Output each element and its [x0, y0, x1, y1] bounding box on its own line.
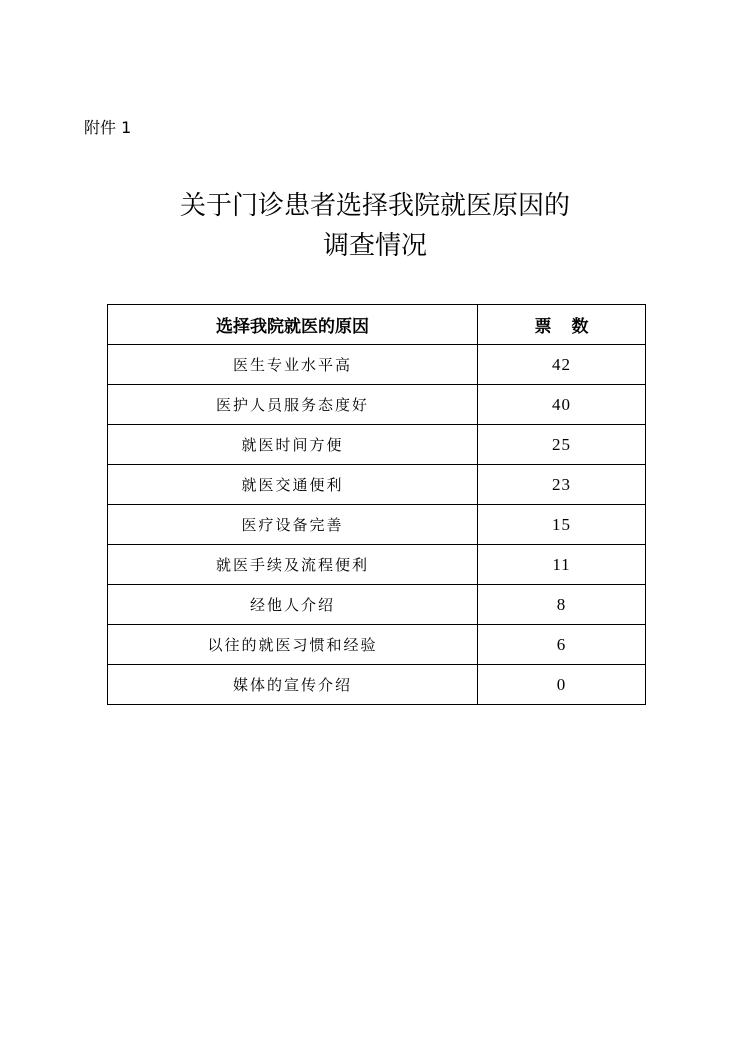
reason-cell: 媒体的宣传介绍 — [108, 665, 478, 705]
title-line-2: 调查情况 — [322, 231, 427, 261]
votes-cell: 15 — [478, 505, 646, 545]
reason-column-header: 选择我院就医的原因 — [108, 305, 478, 345]
votes-cell: 11 — [478, 545, 646, 585]
votes-cell: 25 — [478, 425, 646, 465]
table-row — [108, 385, 646, 425]
reason-cell: 就医时间方便 — [108, 425, 478, 465]
votes-cell: 8 — [478, 585, 646, 625]
votes-cell: 0 — [478, 665, 646, 705]
votes-column-header: 票数 — [478, 305, 646, 345]
table-row — [108, 465, 646, 505]
reason-cell: 以往的就医习惯和经验 — [108, 625, 478, 665]
votes-cell: 6 — [478, 625, 646, 665]
votes-cell: 23 — [478, 465, 646, 505]
title-line-1: 关于门诊患者选择我院就医原因的 — [179, 191, 570, 221]
reason-cell: 就医交通便利 — [108, 465, 478, 505]
table-row — [108, 625, 646, 665]
reason-cell: 就医手续及流程便利 — [108, 545, 478, 585]
table-header-row — [108, 305, 646, 345]
table-row — [108, 505, 646, 545]
reason-cell: 医护人员服务态度好 — [108, 385, 478, 425]
survey-table — [107, 304, 646, 705]
table-row — [108, 425, 646, 465]
document-title — [0, 186, 750, 266]
attachment-label: 附件 1 — [84, 118, 132, 137]
table-row — [108, 345, 646, 385]
reason-cell: 医生专业水平高 — [108, 345, 478, 385]
votes-cell: 40 — [478, 385, 646, 425]
votes-cell: 42 — [478, 345, 646, 385]
reason-cell: 医疗设备完善 — [108, 505, 478, 545]
table-row — [108, 665, 646, 705]
table-row — [108, 585, 646, 625]
reason-cell: 经他人介绍 — [108, 585, 478, 625]
table-row — [108, 545, 646, 585]
